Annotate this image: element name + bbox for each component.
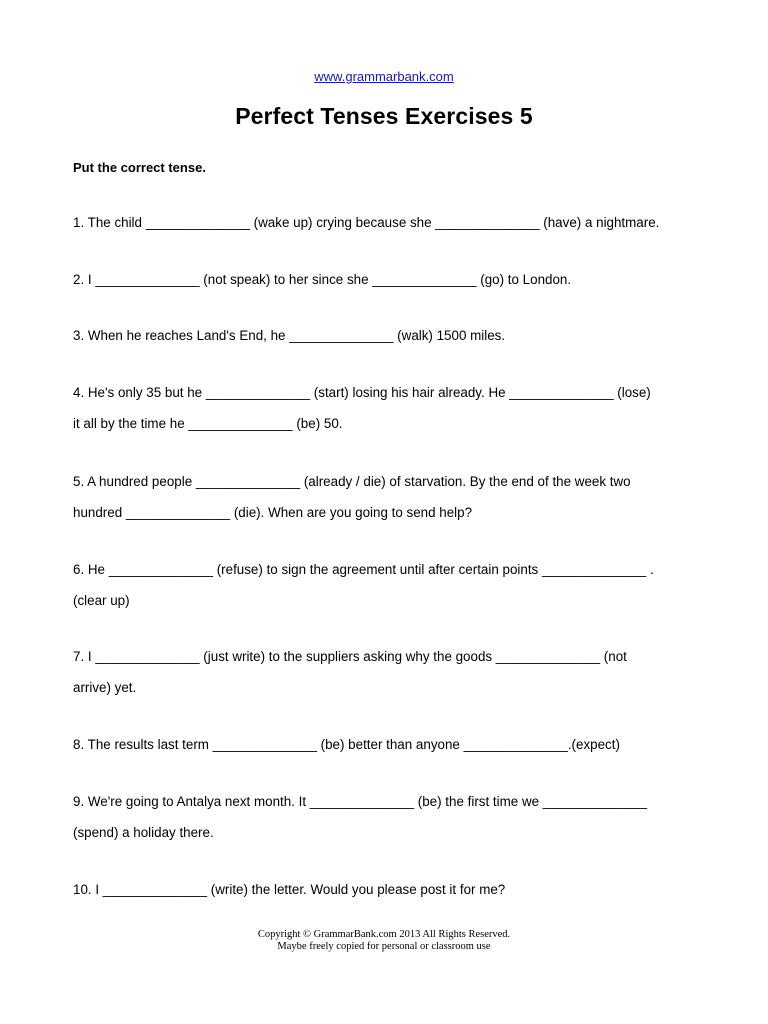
exercise-line: 7. I ______________ (just write) to the suppliers asking why the goods ______________ (not	[73, 649, 627, 664]
exercise-line: 10. I ______________ (write) the letter. Would you please post it for me?	[73, 882, 506, 897]
exercise-9	[73, 786, 703, 848]
exercise-line: 6. He ______________ (refuse) to sign the agreement until after certain points ______________ .	[73, 562, 654, 577]
exercise-line: it all by the time he ______________ (be) 50.	[73, 416, 343, 431]
exercise-line: 2. I ______________ (not speak) to her since she ______________ (go) to London.	[73, 272, 572, 287]
exercise-line: 5. A hundred people ______________ (already / die) of starvation. By the end of the week two	[73, 474, 631, 489]
exercise-8	[73, 729, 703, 760]
exercise-line: 1. The child ______________ (wake up) crying because she ______________ (have) a nightmare.	[73, 215, 660, 230]
exercise-line: arrive) yet.	[73, 680, 137, 695]
instruction-text: Put the correct tense.	[73, 160, 206, 175]
usage-note: Maybe freely copied for personal or classroom use	[277, 941, 491, 952]
exercise-line: 4. He's only 35 but he ______________ (start) losing his hair already. He ______________ (lose)	[73, 385, 651, 400]
exercise-5	[73, 466, 703, 528]
exercise-line: hundred ______________ (die). When are you going to send help?	[73, 505, 473, 520]
exercise-1	[73, 207, 703, 238]
exercise-2	[73, 264, 703, 295]
exercise-7	[73, 641, 703, 703]
exercise-line: (spend) a holiday there.	[73, 825, 214, 840]
exercise-line: 8. The results last term ______________ (be) better than anyone ______________.(expect)	[73, 737, 620, 752]
exercise-4	[73, 377, 703, 439]
exercise-line: (clear up)	[73, 593, 130, 608]
exercise-line: 9. We're going to Antalya next month. It ______________ (be) the first time we ______________	[73, 794, 648, 809]
exercise-line: 3. When he reaches Land's End, he ______________ (walk) 1500 miles.	[73, 328, 506, 343]
page-title: Perfect Tenses Exercises 5	[235, 103, 533, 129]
site-link[interactable]: www.grammarbank.com	[314, 69, 454, 84]
exercise-10	[73, 874, 703, 905]
exercise-3	[73, 320, 703, 351]
copyright-text: Copyright © GrammarBank.com 2013 All Rights Reserved.	[257, 929, 511, 940]
page-footer	[0, 929, 768, 953]
exercise-6	[73, 554, 703, 616]
